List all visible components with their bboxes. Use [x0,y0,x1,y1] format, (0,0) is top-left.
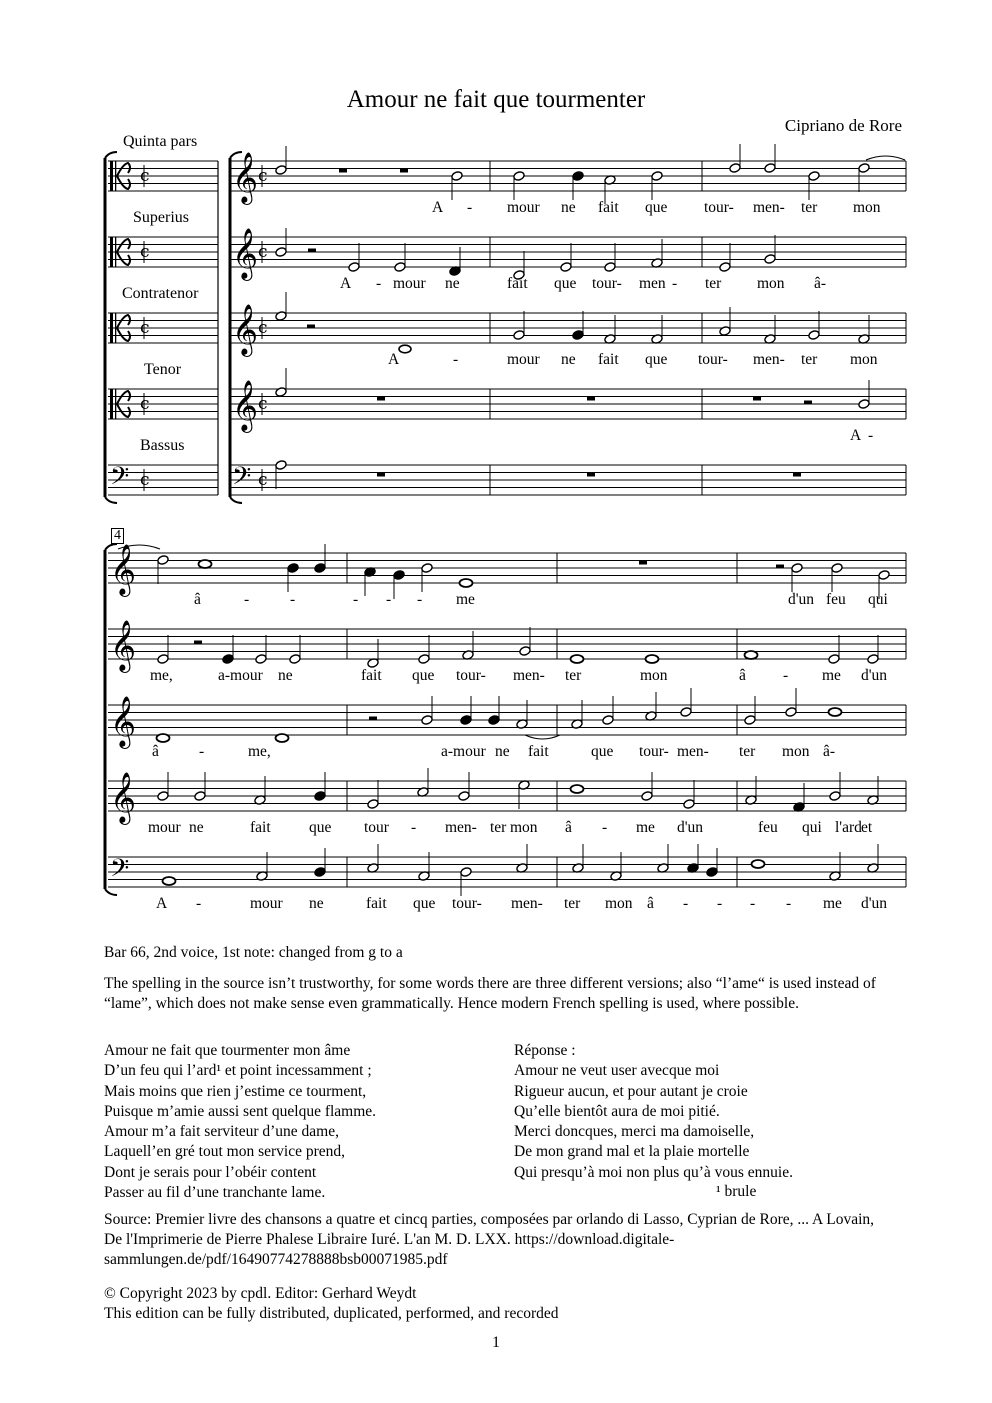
lyric-syllable: et [861,819,873,836]
treble-clef: 𝄞 [232,380,259,431]
alto-clef [115,237,116,267]
note-head [828,654,840,665]
lyric-syllable: â- [814,275,827,292]
lyric-syllable: - [417,591,423,608]
lyric-syllable: que [645,199,668,216]
lyric-syllable: tour- [639,743,669,760]
lyric-syllable: ter [801,199,818,216]
alto-clef [110,237,113,267]
note-head [571,655,584,663]
alto-clef [115,313,116,343]
lyric-syllable: - [672,275,678,292]
poem-left-line: Amour ne fait que tourmenter mon âme [104,1042,351,1059]
lyric-syllable: tour- [698,351,728,368]
lyric-syllable: mour [393,275,426,292]
lyric-syllable: d'un [861,667,888,684]
lyric-syllable: A [432,199,444,216]
lyric-syllable: ne [278,667,293,684]
note-head [275,247,287,258]
lyric-syllable: a-mour [218,667,263,684]
time-signature: c [140,470,150,490]
note-head [421,715,433,726]
copyright-block [104,1284,559,1324]
lyric-syllable: d'un [677,819,704,836]
note-head [646,655,659,663]
lyric-syllable: â [647,895,654,912]
note-head [744,715,756,726]
note-head [829,791,841,802]
lyric-syllable: que [591,743,614,760]
source-citation: Source: Premier livre des chansons a quatre et cincq parties, composées par orlando di Lasso, Cyprian de Rore, ... A Lovain, De l'Imprimerie de Pierre Phalese Libraire Iuré. L'an M. D. LXX. https://download.digitale-sammlungen.de/pdf/16490774278888bsb00071985.pdf [104,1211,875,1268]
lyric-syllable: ter [490,819,507,836]
note-head [641,791,653,802]
poem-right-line: Réponse : [514,1042,576,1059]
alto-clef [110,313,113,343]
note-head [719,326,731,337]
note-head [752,860,765,868]
lyric-syllable: mour [148,819,181,836]
note-head [394,262,406,273]
lyric-syllable: - [290,591,296,608]
lyric-syllable: - [411,819,417,836]
lyric-syllable: - [868,427,874,444]
note-head [199,560,212,568]
note-head [393,570,405,581]
note-head [276,734,289,742]
composer-name: Cipriano de Rore [784,116,902,135]
lyric-syllable: que [412,667,435,684]
voice-name-contratenor: Contratenor [122,285,199,302]
lyric-syllable: men- [753,199,785,216]
voice-name-quinta: Quinta pars [123,133,198,150]
lyric-syllable: men- [753,351,785,368]
lyric-syllable: - [196,895,202,912]
editorial-note: Bar 66, 2nd voice, 1st note: changed from g to a [104,944,403,961]
measure-number: 4 [111,528,124,544]
poem-right-line: Merci doncques, merci ma damoiselle, [514,1123,755,1141]
lyric-syllable: ne [561,351,576,368]
lyric-syllable: - [199,743,205,760]
lyric-syllable: fait [507,275,528,292]
note-head [275,460,287,471]
lyric-syllable: ne [189,819,204,836]
lyric-syllable: feu [826,591,846,608]
time-signature: c [140,166,150,186]
lyric-syllable: â [152,743,159,760]
lyric-syllable: - [467,199,473,216]
lyric-syllable: ter [564,895,581,912]
time-signature: c [140,242,150,262]
lyric-syllable: l'ard [835,819,862,836]
lyric-syllable: me, [248,743,271,760]
lyric-syllable: me [823,895,842,912]
voice-name-tenor: Tenor [144,361,182,378]
treble-clef: 𝄞 [110,696,137,747]
lyric-syllable: men- [513,667,545,684]
lyric-syllable: â [739,667,746,684]
note-head [572,171,584,182]
note-head [560,262,572,273]
note-head [418,654,430,665]
rest [587,397,595,401]
note-head [451,171,463,182]
alto-clef [115,389,116,419]
note-head [867,654,879,665]
voice-name-superius: Superius [133,209,189,226]
note-head [157,555,169,566]
lyric-syllable: - [717,895,723,912]
time-signature: c [258,394,268,414]
rest [194,641,202,645]
note-head [421,563,433,574]
poem-right-line: De mon grand mal et la plaie mortelle [514,1143,750,1161]
lyric-syllable: ne [561,199,576,216]
lyric-syllable: tour- [456,667,486,684]
note-head [745,651,758,659]
poem-left-line: Laquell’en gré tout mon service prend, [104,1143,346,1161]
alto-clef [115,161,116,191]
note-head [222,654,234,665]
rest [753,397,761,401]
note-head [651,171,663,182]
rest [377,473,385,477]
spelling-note: The spelling in the source isn’t trustworthy, for some words there are three different versions; also “l’ame“ is used instead of “lame”, which does not make sense even grammatically. Hence modern French spelling is used, where possible. [104,975,876,1012]
bracket [105,889,117,895]
lyric-syllable: que [645,351,668,368]
lyric-syllable: â [194,591,201,608]
bass-clef: 𝄢 [110,462,130,497]
note-head [289,654,301,665]
note-head [808,171,820,182]
time-signature: c [140,394,150,414]
lyric-syllable: fait [598,351,619,368]
poem-left [104,1041,376,1203]
note-head [460,579,473,587]
lyric-syllable: d'un [861,895,888,912]
note-head [858,163,870,174]
rest [377,397,385,401]
note-head [194,791,206,802]
lyric-syllable: A [340,275,352,292]
lyric-syllable: men [639,275,666,292]
rest [400,169,408,173]
lyric-syllable: a-mour [441,743,486,760]
lyric-syllable: mon [853,199,881,216]
rest [308,249,316,253]
lyric-syllable: d'un [788,591,815,608]
lyric-syllable: qui [802,819,822,836]
lyric-syllable: me [822,667,841,684]
note-head [719,262,731,273]
rest [339,169,347,173]
note-head [157,734,170,742]
lyric-syllable: ter [705,275,722,292]
note-head [858,399,870,410]
tie [866,156,905,160]
treble-clef: 𝄞 [232,152,259,203]
poem-left-line: Amour m’a fait serviteur d’une dame, [104,1123,339,1141]
poem-left-line: Dont je serais pour l’obéir content [104,1163,317,1181]
time-signature: c [258,470,268,490]
note-head [488,715,500,726]
lyric-syllable: mon [850,351,878,368]
note-head [399,345,411,353]
note-head [572,330,584,341]
lyric-syllable: - [376,275,382,292]
lyric-syllable: â [565,819,572,836]
lyric-syllable: tour- [704,199,734,216]
note-head [275,165,287,176]
lyric-syllable: - [353,591,359,608]
lyric-syllable: - [750,895,756,912]
copyright-line: © Copyright 2023 by cpdl. Editor: Gerhard Weydt [104,1285,417,1302]
lyric-syllable: fait [250,819,271,836]
poem-left-line: D’un feu qui l’ard¹ et point incessamment ; [104,1062,372,1080]
treble-clef: 𝄞 [110,620,137,671]
lyric-syllable: - [602,819,608,836]
lyric-syllable: me [636,819,655,836]
treble-clef: 𝄞 [232,228,259,279]
poem-left-line: Passer au fil d’une tranchante lame. [104,1184,326,1202]
lyric-syllable: men- [445,819,477,836]
treble-clef: 𝄞 [110,544,137,595]
lyric-syllable: ne [495,743,510,760]
lyric-syllable: que [309,819,332,836]
lyric-syllable: - [386,591,392,608]
lyric-syllable: me, [150,667,173,684]
note-head [680,707,692,718]
note-head [275,387,287,398]
lyric-syllable: mon [757,275,785,292]
lyric-syllable: ne [445,275,460,292]
note-head [808,330,820,341]
note-head [163,877,176,885]
lyric-syllable: ne [309,895,324,912]
rest [307,325,315,329]
tie [525,735,560,739]
lyric-syllable: A [850,427,862,444]
lyric-syllable: mon [605,895,633,912]
lyric-syllable: men- [511,895,543,912]
note-head [314,563,326,574]
note-head [604,262,616,273]
poem-right-line: Qu’elle bientôt aura de moi pitié. [514,1102,720,1120]
lyric-syllable: qui [868,591,888,608]
lyric-syllable: mour [250,895,283,912]
poem-right [514,1041,793,1183]
note-head [314,867,326,878]
lyric-syllable: mour [507,351,540,368]
note-head [729,163,741,174]
lyric-syllable: me [456,591,475,608]
lyric-syllable: fait [361,667,382,684]
lyric-syllable: A [156,895,168,912]
lyric-syllable: - [786,895,792,912]
poem-left-line: Mais moins que rien j’estime ce tourment, [104,1082,367,1100]
lyric-syllable: - [244,591,250,608]
rest [776,565,784,569]
note-head [314,791,326,802]
lyric-syllable: - [783,667,789,684]
note-head [460,715,472,726]
note-head [348,262,360,273]
rest [793,473,801,477]
license-line: This edition can be fully distributed, duplicated, performed, and recorded [104,1305,559,1322]
voice-name-bassus: Bassus [140,437,185,454]
alto-clef [110,389,113,419]
bracket [105,497,117,503]
note-head [831,563,843,574]
note-head [275,311,287,322]
lyric-syllable: feu [758,819,778,836]
lyric-syllable: tour [364,819,389,836]
bracket [230,497,242,503]
lyric-syllable: - [683,895,689,912]
rest [639,561,647,565]
footnote: ¹ brule [716,1183,757,1200]
lyric-syllable: que [413,895,436,912]
lyric-syllable: fait [366,895,387,912]
time-signature: c [258,166,268,186]
alto-clef [110,161,113,191]
time-signature: c [258,242,268,262]
note-head [157,654,169,665]
lyric-syllable: A [388,351,400,368]
poem-right-line: Qui presqu’à moi non plus qu’à vous ennuie. [514,1163,793,1181]
lyric-syllable: mon [640,667,668,684]
rest [587,473,595,477]
note-head [764,163,776,174]
note-head [513,171,525,182]
lyric-syllable: fait [528,743,549,760]
treble-clef: 𝄞 [232,304,259,355]
lyric-syllable: mour [507,199,540,216]
lyric-syllable: mon [782,743,810,760]
lyric-syllable: - [453,351,459,368]
lyric-syllable: tour- [592,275,622,292]
note-head [458,791,470,802]
lyric-syllable: men- [677,743,709,760]
note-head [878,570,890,581]
note-head [791,563,803,574]
note-head [785,707,797,718]
lyric-syllable: fait [598,199,619,216]
time-signature: c [258,318,268,338]
note-head [706,867,718,878]
lyric-syllable: â- [823,743,836,760]
note-head [460,867,472,878]
lyric-syllable: tour- [452,895,482,912]
lyric-syllable: que [554,275,577,292]
note-head [287,563,299,574]
note-head [519,646,531,657]
lyric-syllable: ter [565,667,582,684]
poem-right-line: Rigueur aucun, et pour autant je croie [514,1082,748,1100]
lyric-syllable: ter [739,743,756,760]
lyric-syllable: mon [510,819,538,836]
time-signature: c [140,318,150,338]
rest [804,401,812,405]
note-head [367,799,379,810]
bass-clef: 𝄢 [110,854,130,889]
poem-left-line: Puisque m’amie aussi sent quelque flamme. [104,1102,377,1120]
note-head [602,715,614,726]
note-head [829,708,842,716]
note-head [683,799,695,810]
note-head [157,791,169,802]
page-number: 1 [492,1334,500,1351]
poem-right-line: Amour ne veut user avecque moi [514,1062,720,1080]
treble-clef: 𝄞 [110,772,137,823]
note-head [764,254,776,265]
note-head [513,330,525,341]
lyric-syllable: ter [801,351,818,368]
note-head [571,785,584,793]
bracket [105,152,117,158]
rest [369,717,377,721]
page-title: Amour ne fait que tourmenter [346,86,646,113]
bass-clef: 𝄢 [232,462,252,497]
note-head [255,654,267,665]
